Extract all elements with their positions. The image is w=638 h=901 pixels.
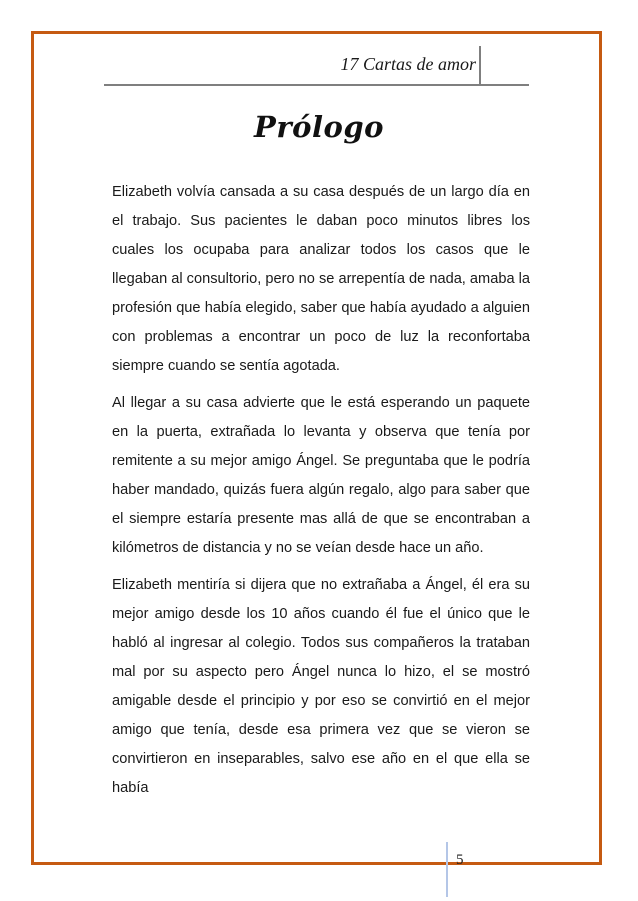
header-horizontal-rule — [104, 84, 529, 86]
footer-vertical-rule — [446, 842, 448, 897]
page-number: 5 — [456, 852, 464, 868]
body-text — [112, 178, 530, 811]
paragraph-2: Al llegar a su casa advierte que le está esperando un paquete en la puerta, extrañada lo levanta y observa que tenía por remitente a su mejor amigo Ángel. Se preguntaba que le podría haber mandado, quizás fuera algún regalo, algo para saber que el siempre estaría presente mas allá de que se encontraban a kilómetros de distancia y no se veían desde hace un año. — [112, 395, 530, 556]
paragraph-1: Elizabeth volvía cansada a su casa después de un largo día en el trabajo. Sus pacientes le daban poco minutos libres los cuales los ocupaba para analizar todos los casos que le llegaban al consultorio, pero no se arrepentía de nada, amaba la profesión que había elegido, saber que había ayudado a alguien con problemas a encontrar un poco de luz la reconfortaba siempre cuando se sentía agotada. — [112, 184, 530, 374]
running-header-title: 17 Cartas de amor — [340, 54, 476, 74]
header-vertical-rule — [479, 46, 481, 84]
paragraph-3: Elizabeth mentiría si dijera que no extrañaba a Ángel, él era su mejor amigo desde los 10 años cuando él fue el único que le habló al ingresar al colegio. Todos sus compañeros la trataban mal por su aspecto pero Ángel nunca lo hizo, el se mostró amigable desde el principio y por eso se convirtió en el mejor amigo que tenía, desde esa primera vez que se vieron se convirtieron en inseparables, salvo ese año en el que ella se había — [112, 577, 530, 796]
chapter-title: Prólogo — [254, 110, 384, 144]
